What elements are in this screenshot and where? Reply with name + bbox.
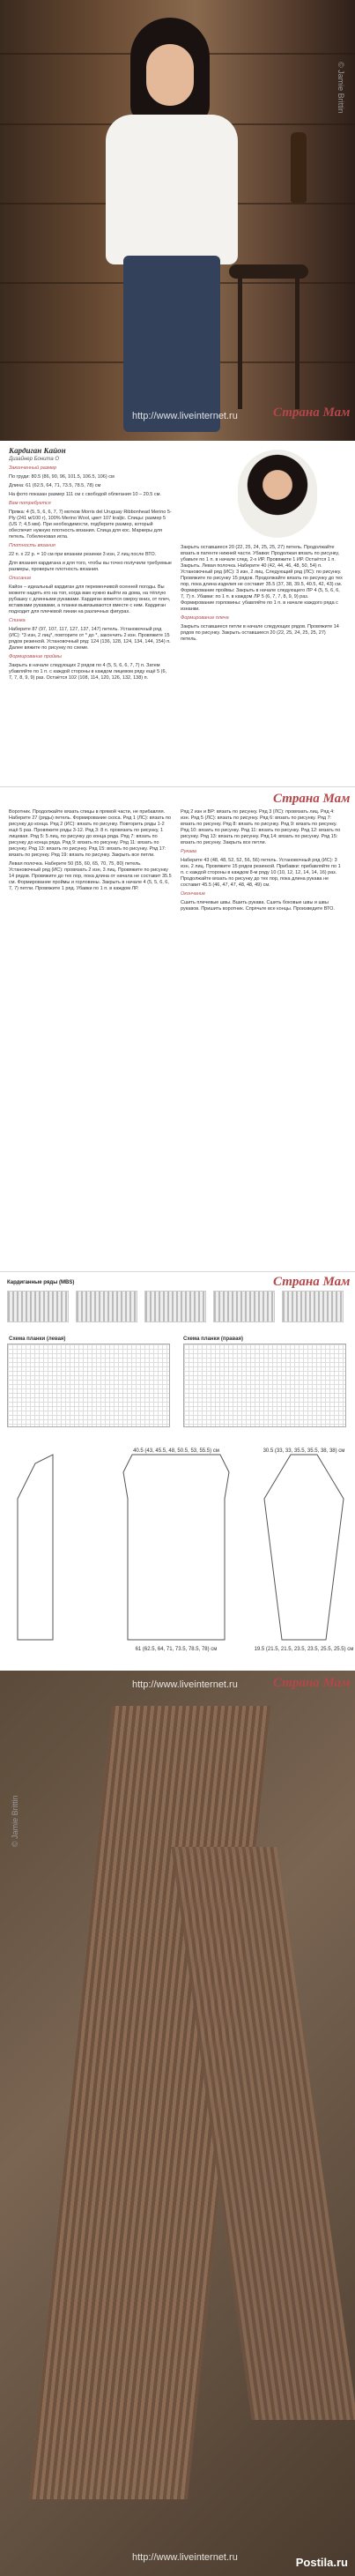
section-heading: Окончание: [181, 891, 206, 897]
section-heading: Формирование плеча: [181, 615, 229, 621]
page2-column-right: [181, 809, 344, 1268]
back-outline: [123, 1455, 229, 1640]
section-heading: Формирование проймы: [9, 654, 62, 659]
stitch-swatch: [7, 1291, 69, 1322]
sleeve-bottom-label: 19.5 (21.5, 21.5, 23.5, 23.5, 25.5, 25.5) см: [254, 1647, 354, 1652]
size-bust: По груди: 80.5 (86, 90, 96, 101.5, 106.5, 106) см: [9, 474, 115, 480]
size-length: Длина: 61 (62.5, 64, 71, 73.5, 78.5, 78) см: [9, 483, 101, 488]
photo-credit: © Jamie Brittin: [11, 1795, 19, 1847]
bar-stool: [229, 264, 308, 414]
stool-leg: [295, 277, 300, 409]
pattern-title: Кардиган Кайон: [9, 448, 66, 455]
notes-text: Для вязания кардигана и для того, чтобы вы точно получили требуемые размеры, проверьте плотность вязания.: [9, 561, 172, 572]
site-logo[interactable]: Postila.ru: [295, 2556, 348, 2569]
brand-logo: Страна Мам: [273, 1676, 351, 1690]
pattern-notes-text: Кайон – идеальный кардиган для переменчивой осенней погоды. Вы можете надеть его на топ, когда вам нужно выйти из дома, на тёплую рубашку с длинными рукавами. Кардиган вяжется сверху вниз, от плеч, вставками рукавами, а планки вывязываются вместе с ним. Кардиган подходит для плечевой линии на различных фигурах.: [9, 584, 171, 614]
back-length-label: 61 (62.5, 64, 71, 73.5, 78.5, 78) см: [135, 1647, 218, 1652]
stitch-swatch: [144, 1291, 206, 1322]
photo-credit: © Jamie Brittin: [337, 62, 345, 114]
stitch-swatch: [213, 1291, 275, 1322]
page1-right-text: Закрыть оставшиеся 20 (22, 25, 24, 25, 25, 27) петель. Продолжайте вязать в патенте нижней части. Убавки: Продолжая вязать по рисунку, убавьте по 1 п. в начале след. 2-х ИР. Провяжите 1 ИР. Остаётся 1 п. Закрыть. Левая полочка. Наберите 40 (42, 44, 46, 48, 50, 54) п. Установочный ряд (ИС): 3 изн, 2 лиц. Следующий ряд (ЛС): по рисунку. Провяжите по рисунку 15 рядов. Продолжайте вязать по рисунку до тех пор, пока длина изделия не составит 35.5 (37, 38, 39.5, 40.5, 42, 43) см. Формирование проймы: Закрыть в начале следующего ЛР 4 (5, 5, 6, 6, 7, 7) п. Убавки: по 1 п. в каждом ЛР 5 (6, 7, 7, 8, 9, 9) раз. Формирование горловины: убавляйте по 1 п. в начале каждого ряда с изнанки.: [181, 545, 343, 612]
garment-schematics: [0, 1446, 355, 1657]
left-front-text: Левая полочка. Наберите 50 (55, 60, 65, 70, 75, 80) петель. Установочный ряд (ИС): провязать 2 изн, 3 лиц. Провяжите по рисунку 14 рядов. Провяжите до тех пор, пока длина от начала не составит 35.5 см. Формирование проймы и горловины. Закрыть в начале 4 (5, 5, 6, 6, 7, 7) петли. Провяжите 1 ряд. Убавки по 1 п. в каждом ЛР.: [9, 861, 172, 891]
model-portrait-circle: [238, 450, 317, 538]
sleeve-outline: [264, 1455, 344, 1640]
bottom-photo: [0, 1671, 355, 2576]
materials-text: Пряжа: 4 (5, 5, 6, 6, 7, 7) мотков Morris del Uruguay Ribbonhead Merino 5-Ply (241 м/100 г), 100% Merino Wool, цвет 107 kraljic. Спицы: размер 5 (US 7; 4,5 мм). При необходимости, подберите размер, который обеспечит нужную плотность вязания. Спица для кос. Маркеры для петель. Гобеленовая игла.: [9, 510, 172, 540]
page1-column-right: [181, 545, 344, 783]
section-heading: Рукава: [181, 849, 196, 854]
section-heading: Законченный размер: [9, 465, 57, 471]
swatch-heading: Кардиганные ряды (MBS): [7, 1280, 75, 1285]
chart-label-left: Схема планки (левая): [9, 1336, 66, 1342]
top-photo: [0, 0, 355, 441]
brand-logo: Страна Мам: [273, 406, 351, 420]
bottle: [291, 132, 307, 203]
model-face: [146, 44, 194, 106]
watermark-url: http://www.liveinternet.ru: [132, 411, 238, 421]
section-heading: Плотность вязания: [9, 543, 55, 548]
brand-logo: Страна Мам: [273, 1275, 351, 1289]
brand-logo: Страна Мам: [273, 792, 351, 806]
stitch-chart-left: [7, 1344, 170, 1427]
watermark-url: http://www.liveinternet.ru: [132, 1679, 238, 1690]
stool-leg: [238, 277, 242, 409]
section-heading: Описание: [9, 576, 32, 581]
stitch-swatch: [282, 1291, 344, 1322]
model-jeans: [123, 256, 220, 432]
back-text: Наберите 87 (97, 107, 117, 127, 137, 147) петель. Установочный ряд (ИС): *3 изн, 2 лиц*, повторите от * до *, закончить 2 изн. Провяжите 15 рядов резинкой. Установочный ряд: 124 (136, 128, 124, 134, 144, 154) п. Далее вяжите по рисунку по схеме.: [9, 627, 171, 651]
back-width-label: 40.5 (43, 45.5, 48, 50.5, 53, 55.5) см: [133, 1448, 219, 1454]
page2-right-text: Ряд 2 изн и ВР: вязать по рисунку. Ряд 3 (ЛС): провязать лиц. Ряд 4: изн. Ряд 5 (ЛС): вязать по рисунку. Ряд 6: вязать по рисунку. Ряд 7: вязать по рисунку. Ряд 8: вязать по рисунку. Ряд 9: вязать по рисунку. Ряд 10: вязать по рисунку. Ряд 11: вязать по рисунку. Ряд 12: вязать по рисунку. Ряд 13: вязать по рисунку. Ряд 14: вязать по рисунку. Ряд 15: вязать по рисунку. Закрыть все петли.: [181, 809, 341, 845]
sleeve-top-label: 30.5 (33, 33, 35.5, 35.5, 38, 38) см: [263, 1448, 345, 1454]
watermark-url: http://www.liveinternet.ru: [132, 2552, 238, 2563]
stitch-swatch: [76, 1291, 137, 1322]
left-front-outline: [18, 1455, 53, 1640]
finish-text: Сшить плечевые швы. Вшить рукава. Сшить боковые швы и швы рукавов. Пришить воротник. Спрячьте все концы. Произведите ВТО.: [181, 900, 335, 912]
stitch-chart-right: [183, 1344, 346, 1427]
gauge-text: 22 п. x 22 р. = 10 см при вязании резинки 3 изн, 2 лиц после ВТО.: [9, 552, 157, 557]
section-heading: Вам потребуется: [9, 501, 51, 506]
armhole-text: Закрыть в начале следующих 2 рядов по 4 (5, 5, 6, 6, 7, 7) п. Затем убавляйте по 1 п. с каждой стороны в каждом лицевом ряду ещё 5 (6, 7, 7, 8, 9, 9) раз. Остаётся 102 (108, 114, 120, 126, 132, 138) п.: [9, 663, 167, 681]
designer-name: Дизайнер Бонита О: [9, 457, 60, 462]
page1-column-left: [9, 448, 172, 783]
sleeve-text: Наберите 43 (48, 48, 52, 52, 56, 56) петель. Установочный ряд (ИС): 3 изн, 2 лиц. Провяжите 15 рядов резинкой. Прибавки: прибавляйте по 1 п. с каждой стороны в каждом 8-м ряду 10 (10, 12, 12, 14, 14, 16) раз. Продолжайте вязать по рисунку до тех пор, пока длина рукава не составит 45.5 (46, 47, 47, 48, 48, 49) см.: [181, 858, 341, 888]
page-divider: [0, 1271, 355, 1272]
chart-label-right: Схема планки (правая): [183, 1336, 243, 1342]
section-heading: Спинка: [9, 618, 26, 623]
shoulder-text: Закрыть оставшиеся петли в начале следующих рядов. Провяжите 14 рядов по рисунку. Закрыть оставшиеся 20 (22, 25, 24, 25, 25, 27) петель.: [181, 624, 339, 642]
collar-text: Воротник. Продолжайте вязать спицы в прямой части, не прибавляя. Наберите 27 (ряды) петель. Формирование скоса. Ряд 1 (ЛС): вязать по рисунку до конца. Ряд 2 (ИС): вязать по рисунку. Повторить ряды 1-2 ещё 5 раз. Провяжите ряды 3-12. Ряд 3: 8 п. провязать по рисунку, 1 лицевая. Ряд 5: 5 лиц, по рисунку до конца ряда. Ряд 7: вязать по рисунку до конца ряда. Ряд 9: вязать по рисунку. Ряд 11: вязать по рисунку. Ряд 13: вязать по рисунку. Ряд 15: вязать по рисунку. Ряд 17: вязать по рисунку. Ряд 19: вязать по рисунку. Закрыть все петли.: [9, 809, 172, 858]
page-divider: [0, 786, 355, 787]
model-shirt: [106, 115, 238, 264]
fit-note: На фото показан размер 111 см с свободой облегания 10 – 20.5 см.: [9, 492, 161, 497]
page2-column-left: [9, 809, 172, 1268]
